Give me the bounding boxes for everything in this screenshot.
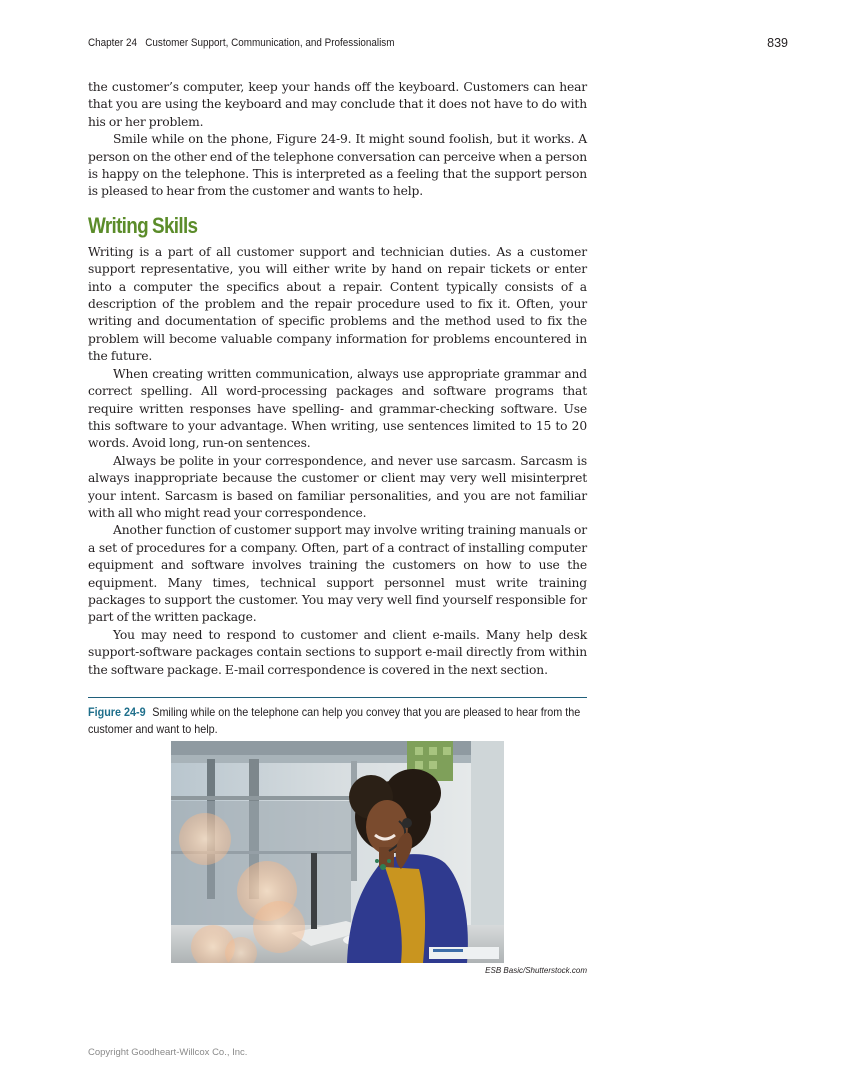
figure-caption bbox=[88, 704, 588, 738]
running-head-text bbox=[88, 37, 395, 49]
figure-caption-text: Smiling while on the telephone can help you convey that you are pleased to hear from the customer and want to help. bbox=[88, 705, 581, 736]
paragraph: When creating written communication, always use appropriate grammar and correct spelling. All word-processing packages and software programs that require written responses have spelling- and grammar-checking software. Use this software to your advantage. When writing, use sentences limited to 15 to 20 words. Avoid long, run-on sentences. bbox=[88, 366, 587, 451]
paragraph: Another function of customer support may involve writing training manuals or a set of procedures for a company. Often, part of a contract of installing computer equipment and software involves training the customers on how to use the equipment. Many times, technical support personnel must write training packages to support the customer. You may very well find yourself responsible for part of the written package. bbox=[88, 523, 587, 625]
figure-photo bbox=[171, 741, 504, 963]
paragraph: Smile while on the phone, Figure 24-9. It might sound foolish, but it works. A person on the other end of the telephone conversation can perceive when a person is happy on the telephone. This is interpreted as a feeling that the support person is pleased to hear from the customer and wants to help. bbox=[88, 132, 587, 199]
photo-credit: ESB Basic/Shutterstock.com bbox=[485, 966, 587, 975]
paragraph: the customer’s computer, keep your hands off the keyboard. Customers can hear that you are using the keyboard and may conclude that it does not have to do with his or her problem. bbox=[88, 80, 587, 129]
chapter-title: Customer Support, Communication, and Professionalism bbox=[145, 37, 395, 49]
figure-label: Figure 24-9 bbox=[88, 705, 146, 719]
paragraph: Always be polite in your correspondence, and never use sarcasm. Sarcasm is always inappropriate because the customer or client may very well misinterpret your intent. Sarcasm is based on familiar personalities, and you are not familiar with all who might read your correspondence. bbox=[88, 453, 587, 520]
figure-rule bbox=[88, 697, 587, 698]
chapter-number: Chapter 24 bbox=[88, 37, 137, 49]
section-heading: Writing Skills bbox=[88, 212, 198, 238]
smiling-support-agent-illustration bbox=[171, 741, 504, 963]
page-number: 839 bbox=[767, 36, 788, 50]
paragraph: Writing is a part of all customer support and technician duties. As a customer support representative, you will either write by hand on repair tickets or enter into a computer the specifics about a repair. Content typically consists of a description of the problem and the repair procedure used to fix it. Often, your writing and documentation of specific problems and the method used to fix the problem will become valuable company information for problems encountered in the future. bbox=[88, 244, 587, 364]
body-text bbox=[88, 79, 587, 679]
paragraph: You may need to respond to customer and client e-mails. Many help desk support-software packages contain sections to support e-mail directly from within the software package. E-mail correspondence is covered in the next section. bbox=[88, 627, 587, 677]
copyright-footer: Copyright Goodheart-Willcox Co., Inc. bbox=[88, 1047, 248, 1058]
running-head bbox=[88, 37, 718, 53]
